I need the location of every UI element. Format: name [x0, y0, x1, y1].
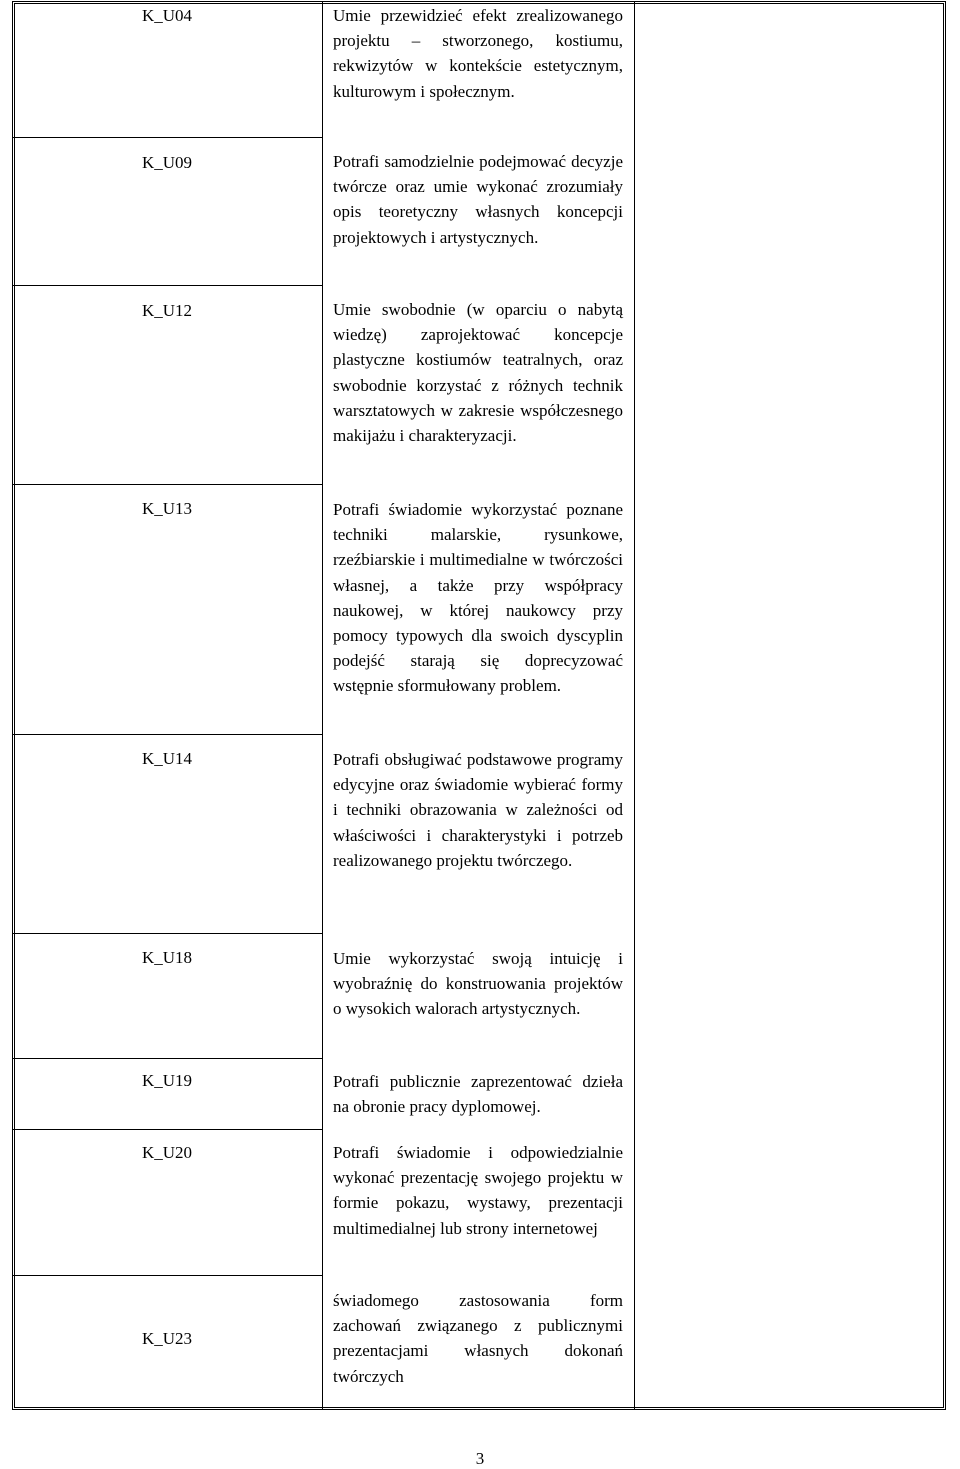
outcome-code: K_U12: [141, 301, 193, 320]
outcome-description: Potrafi publicznie zaprezentować dzieła na obronie pracy dyplomowej.: [333, 1072, 623, 1117]
outcome-code: K_U23: [141, 1329, 193, 1348]
row-divider: [12, 734, 322, 735]
outcome-description: Potrafi świadomie wykorzystać poznane techniki malarskie, rysunkowe, rzeźbiarskie i multimedialne w twórczości własnej, a także przy współpracy naukowej, w której naukowcy przy pomocy typowych dla swoich dyscyplin podejść starają się doprecyzować wstępnie sformułowany problem.: [333, 500, 623, 696]
row-divider: [12, 1129, 322, 1130]
outcome-code: K_U09: [141, 153, 193, 172]
outcome-description: Umie przewidzieć efekt zrealizowanego projektu – stworzonego, kostiumu, rekwizytów w kontekście estetycznym, kulturowym i społecznym.: [333, 6, 623, 101]
outcome-description: świadomego zastosowania form zachowań związanego z publicznymi prezentacjami własnych dokonań twórczych: [333, 1291, 623, 1386]
row-divider: [12, 1058, 322, 1059]
outcome-code: K_U20: [141, 1143, 193, 1162]
column-divider-2: [634, 1, 635, 1410]
row-divider: [12, 137, 322, 138]
outcome-code: K_U04: [141, 6, 193, 25]
row-divider: [12, 484, 322, 485]
row-divider: [12, 933, 322, 934]
outcome-code: K_U18: [141, 948, 193, 967]
outcome-code: K_U19: [141, 1071, 193, 1090]
outcome-description: Umie swobodnie (w oparciu o nabytą wiedzę) zaprojektować koncepcje plastyczne kostiumów teatralnych, oraz swobodnie korzystać z różnych technik warsztatowych w zakresie współczesnego makijażu i charakteryzacji.: [333, 300, 623, 446]
column-divider-1: [322, 1, 323, 1410]
outcome-description: Potrafi samodzielnie podejmować decyzje twórcze oraz umie wykonać zrozumiały opis teoretyczny własnych koncepcji projektowych i artystycznych.: [333, 152, 623, 247]
outcome-code: K_U14: [141, 749, 193, 768]
outcome-description: Potrafi obsługiwać podstawowe programy edycyjne oraz świadomie wybierać formy i techniki obrazowania w zależności od właściwości i charakterystyki i potrzeb realizowanego projektu twórczego.: [333, 750, 623, 870]
row-divider: [12, 285, 322, 286]
row-divider: [12, 1275, 322, 1276]
learning-outcomes-table: [12, 1, 946, 1410]
outcome-description: Umie wykorzystać swoją intuicję i wyobraźnię do konstruowania projektów o wysokich walorach artystycznych.: [333, 949, 623, 1019]
outcome-code: K_U13: [141, 499, 193, 518]
outcome-description: Potrafi świadomie i odpowiedzialnie wykonać prezentację swojego projektu w formie pokazu, wystawy, prezentacji multimedialnej lub strony internetowej: [333, 1143, 623, 1238]
page-number: 3: [475, 1449, 485, 1468]
